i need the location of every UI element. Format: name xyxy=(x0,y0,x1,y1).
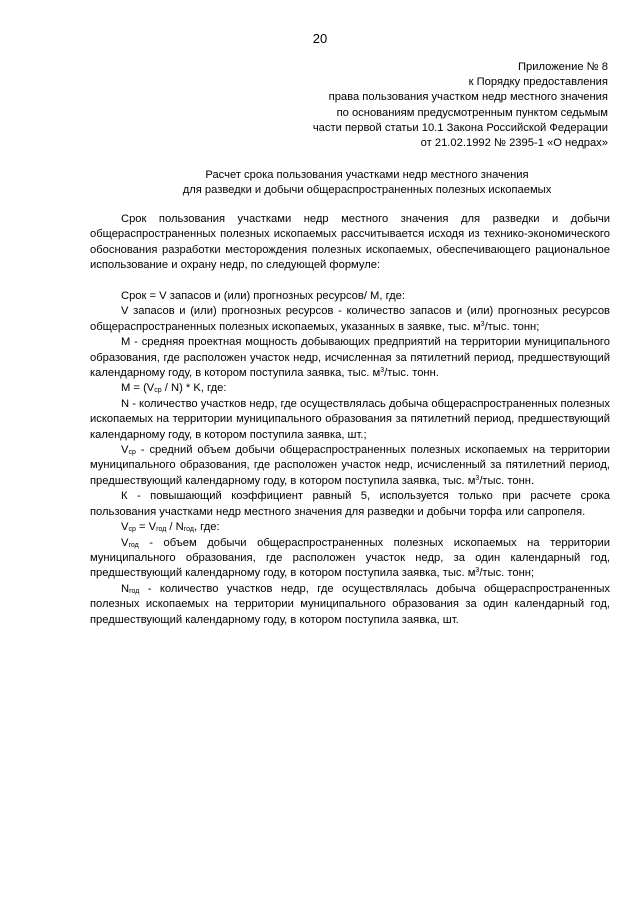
annex-line: к Порядку предоставления xyxy=(468,76,608,89)
definition-v: V запасов и (или) прогнозных ресурсов - количество запасов и (или) прогнозных ресурсов общераспространенных полезных ископаемых, указанных в заявке, тыс. $м^3$/тыс. тонн; xyxy=(90,305,610,333)
annex-line: по основаниям предусмотренным пунктом седьмым xyxy=(336,106,608,119)
title-line-2: для разведки и добычи общераспространенных полезных ископаемых xyxy=(182,184,552,197)
definition-n: N - количество участков недр, где осуществлялась добыча общераспространенных полезных ископаемых на территории муниципального образования за пятилетний период, предшествующий календарному году, в котором поступила заявка, шт.; xyxy=(90,397,610,441)
annex-line: части первой статьи 10.1 Закона Российской Федерации xyxy=(312,121,608,134)
formula-m: $М = (V_{ср} / N) * K$, где: xyxy=(121,382,227,395)
annex-line: права пользования участком недр местного значения xyxy=(328,91,608,104)
annex-line: от 21.02.1992 № 2395-1 «О недрах» xyxy=(420,137,608,150)
definition-m: М - средняя проектная мощность добывающих предприятий на территории муниципального образования, где расположен участок недр, исчисленная за пятилетний период, предшествующий календарному году, в котором поступила заявка, тыс. $м^3$/тыс. тонн. xyxy=(90,336,610,380)
formula-vsr: $V_{ср} = V_{год} / N_{год}$, где: xyxy=(121,521,220,534)
definition-vgod: $V_{год}$ - объем добычи общераспространенных полезных ископаемых на территории муниципального образования, где расположен участок недр, за один календарный год, предшествующий календарному году, в котором поступила заявка, тыс. $м^3$/тыс. тонн; xyxy=(90,536,610,580)
page-number: 20 xyxy=(312,31,328,46)
title-line-1: Расчет срока пользования участками недр местного значения xyxy=(205,169,529,181)
definition-k: К - повышающий коэффициент равный 5, используется только при расчете срока пользования участками недр местного значения для разведки и добычи торфа или сапропеля. xyxy=(90,490,610,518)
document-body xyxy=(90,212,610,628)
formula-term: Срок = V запасов и (или) прогнозных ресурсов/ М, где: xyxy=(121,290,406,303)
intro-paragraph: Срок пользования участками недр местного значения для разведки и добычи общераспространенных полезных ископаемых рассчитывается исходя из технико-экономического обоснования разработки месторождения полезных ископаемых, обеспечивающего рациональное использование и охрану недр, по следующей формуле: xyxy=(90,213,610,272)
annex-header xyxy=(188,60,608,151)
definition-vsr: $V_{ср}$ - средний объем добычи общераспространенных полезных ископаемых на территории муниципального образования, где расположен участок недр, исчисленный за пятилетний период, предшествующий календарному году, в котором поступила заявка, тыс. $м^3$/тыс. тонн. xyxy=(90,444,610,487)
definition-ngod: $N_{год}$ - количество участков недр, где осуществлялась добыча общераспространенных полезных ископаемых на территории муниципального образования за один календарный год, предшествующий календарному году, в котором поступила заявка, шт. xyxy=(90,582,610,626)
annex-line: Приложение № 8 xyxy=(517,61,608,73)
document-title xyxy=(120,168,614,199)
